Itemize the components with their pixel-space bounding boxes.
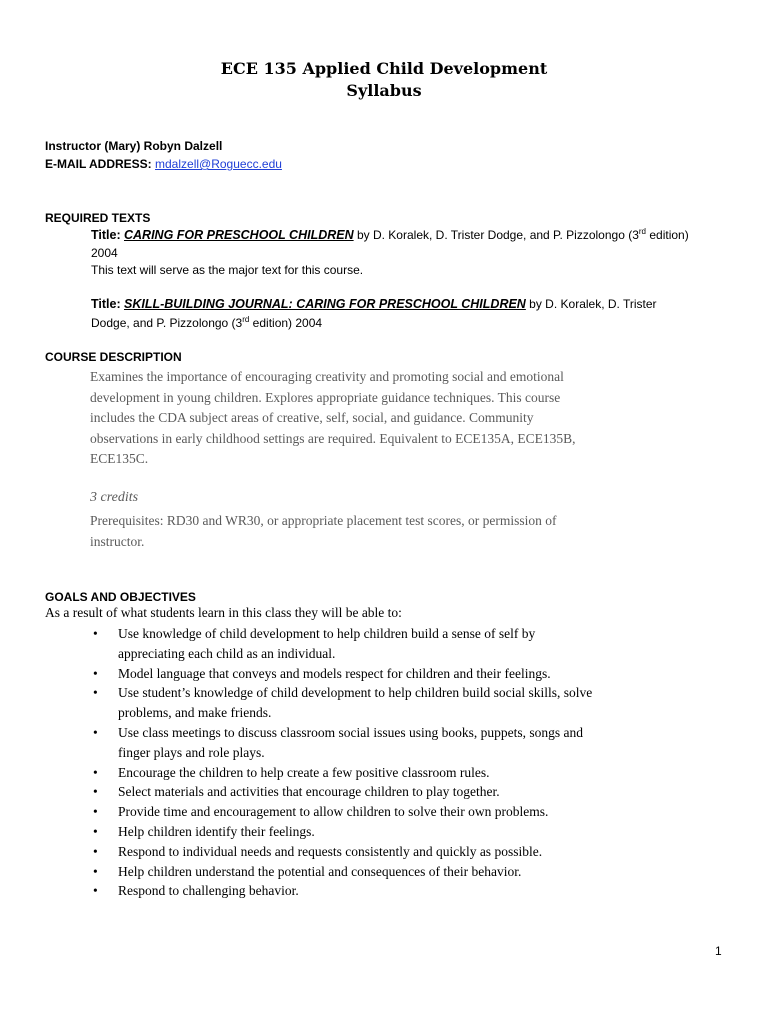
description-line: observations in early childhood settings are required. Equivalent to ECE135A, ECE135B,	[90, 430, 576, 446]
goal-text-line: Use student’s knowledge of child development to help children build social skills, solve	[118, 685, 593, 701]
required-texts-heading: REQUIRED TEXTS	[45, 211, 151, 225]
bullet-icon: •	[93, 863, 98, 879]
goals-intro: As a result of what students learn in this class they will be able to:	[45, 605, 402, 620]
book2-label: Title:	[91, 297, 121, 311]
document-title: ECE 135 Applied Child Development	[220, 59, 548, 78]
book2-edition-sup: rd	[242, 315, 250, 324]
book1-line	[91, 228, 689, 242]
book2-line2	[91, 316, 322, 330]
goal-item	[93, 822, 723, 842]
bullet-icon: •	[93, 626, 98, 641]
goals-heading: GOALS AND OBJECTIVES	[45, 590, 196, 604]
book1-edition: edition)	[646, 228, 689, 242]
goal-item	[93, 842, 723, 862]
book2-line1	[91, 297, 657, 311]
goal-text-line: Use knowledge of child development to help children build a sense of self by	[118, 626, 536, 641]
course-description-body	[90, 367, 710, 470]
page-number: 1	[715, 944, 722, 958]
goal-text-line: appreciating each child as an individual.	[118, 645, 336, 661]
goal-text-line: Respond to individual needs and requests consistently and quickly as possible.	[118, 843, 543, 859]
goal-text-line: Respond to challenging behavior.	[118, 883, 299, 899]
goal-item	[93, 683, 723, 723]
course-description-heading: COURSE DESCRIPTION	[45, 350, 182, 364]
book2-authors: by D. Koralek, D. Trister	[525, 297, 657, 311]
goal-text-line: Encourage the children to help create a few positive classroom rules.	[118, 764, 490, 780]
bullet-icon: •	[93, 784, 98, 800]
goal-text-line: Use class meetings to discuss classroom social issues using books, puppets, songs and	[118, 724, 583, 740]
bullet-icon: •	[93, 665, 98, 681]
bullet-icon: •	[93, 804, 98, 820]
goal-item	[93, 624, 723, 664]
instructor-line: Instructor (Mary) Robyn Dalzell	[45, 139, 223, 153]
book2-authors-cont: Dodge, and P. Pizzolongo (3	[91, 316, 243, 330]
goal-item	[93, 664, 723, 684]
goal-item	[93, 763, 723, 783]
bullet-icon: •	[93, 764, 98, 780]
book1-year: 2004	[91, 246, 118, 260]
book2-title: SKILL-BUILDING JOURNAL: CARING FOR PRESCHOOL CHILDREN	[123, 297, 526, 311]
prerequisites	[90, 511, 710, 552]
email-row	[45, 157, 282, 171]
goal-text-line: finger plays and role plays.	[118, 744, 265, 760]
document-subtitle: Syllabus	[346, 81, 422, 100]
bullet-icon: •	[93, 843, 98, 859]
prereq-line: instructor.	[90, 533, 145, 549]
goals-list	[93, 624, 723, 901]
description-line: includes the CDA subject areas of creative, self, social, and guidance. Community	[90, 410, 534, 425]
prereq-line: Prerequisites: RD30 and WR30, or appropriate placement test scores, or permission of	[90, 513, 557, 528]
email-link[interactable]: mdalzell@Roguecc.edu	[155, 157, 282, 171]
book1-edition-sup: rd	[638, 227, 647, 236]
bullet-icon: •	[93, 823, 98, 839]
book1-label: Title:	[91, 228, 121, 242]
goal-text-line: Model language that conveys and models respect for children and their feelings.	[118, 665, 551, 681]
goal-item	[93, 862, 723, 882]
book1-note: This text will serve as the major text for this course.	[91, 263, 364, 277]
bullet-icon: •	[93, 883, 98, 899]
goal-text-line: Provide time and encouragement to allow children to solve their own problems.	[118, 804, 549, 820]
goal-text-line: Help children identify their feelings.	[118, 823, 315, 839]
description-line: ECE135C.	[90, 451, 149, 466]
goal-item	[93, 881, 723, 901]
bullet-icon: •	[93, 724, 98, 740]
email-label: E-MAIL ADDRESS:	[45, 157, 152, 171]
goal-item	[93, 782, 723, 802]
book1-authors: by D. Koralek, D. Trister Dodge, and P. Pizzolongo (3	[353, 228, 639, 242]
goal-text-line: Help children understand the potential and consequences of their behavior.	[118, 863, 522, 879]
goal-text-line: problems, and make friends.	[118, 705, 272, 721]
goal-text-line: Select materials and activities that encourage children to play together.	[118, 784, 500, 800]
goal-item	[93, 723, 723, 763]
credits: 3 credits	[90, 490, 139, 505]
book2-edition: edition) 2004	[249, 316, 323, 330]
goal-item	[93, 802, 723, 822]
description-line: development in young children. Explores appropriate guidance techniques. This course	[90, 389, 561, 405]
bullet-icon: •	[93, 685, 98, 701]
description-line: Examines the importance of encouraging creativity and promoting social and emotional	[90, 369, 564, 384]
book1-title: CARING FOR PRESCHOOL CHILDREN	[123, 228, 354, 242]
